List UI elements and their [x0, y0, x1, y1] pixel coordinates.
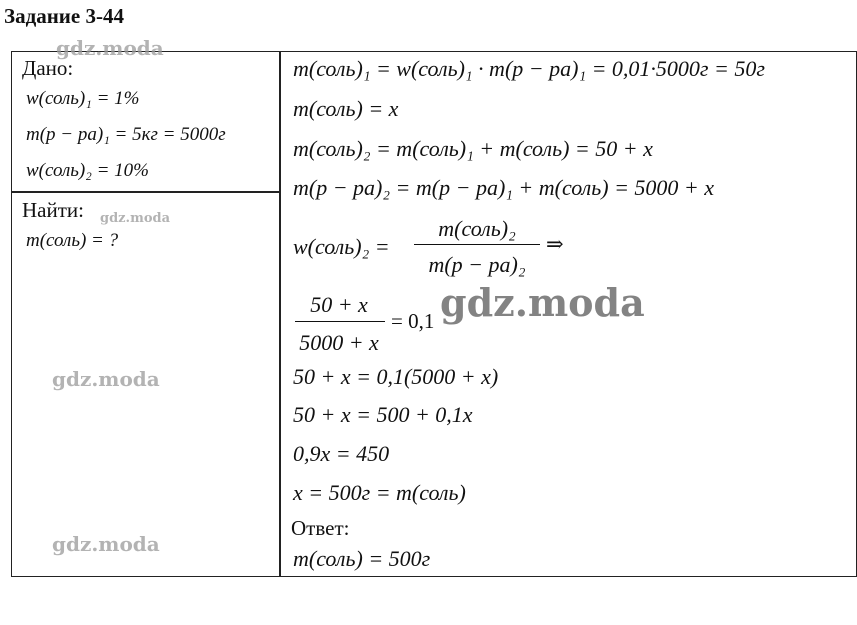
- fraction-bar: [414, 244, 540, 245]
- watermark: gdz.moda: [100, 211, 171, 226]
- find-line: m(соль) = ?: [26, 230, 119, 251]
- column-divider: [279, 51, 281, 577]
- find-heading: Найти:: [22, 198, 84, 222]
- solution-line-7: 50 + x = 0,1(5000 + x): [293, 364, 499, 389]
- solution-line-3: m(соль)₂ = m(соль)₁ + m(соль) = 50 + x: [293, 136, 653, 161]
- mass-fraction-lhs: w(соль)₂ =: [293, 234, 390, 259]
- fraction-numerator: m(соль)₂: [438, 216, 516, 241]
- answer-heading: Ответ:: [291, 516, 350, 540]
- fraction-denominator: m(р − ра)₂: [428, 252, 526, 277]
- fraction-bar: [295, 321, 385, 322]
- given-heading: Дано:: [22, 56, 74, 80]
- watermark: gdz.moda: [52, 532, 160, 556]
- watermark: gdz.moda: [56, 36, 164, 60]
- given-find-divider: [11, 191, 281, 193]
- solution-line-1: m(соль)₁ = w(соль)₁ · m(р − ра)₁ = 0,01·5000г = 50г: [293, 56, 765, 81]
- solution-line-9: 0,9x = 450: [293, 441, 390, 466]
- implies-arrow: ⇒: [546, 232, 564, 256]
- watermark: gdz.moda: [52, 367, 160, 391]
- task-title: Задание 3-44: [4, 4, 124, 28]
- solution-line-2: m(соль) = x: [293, 96, 399, 121]
- answer-line: m(соль) = 500г: [293, 546, 431, 571]
- solution-line-8: 50 + x = 500 + 0,1x: [293, 402, 473, 427]
- given-line: w(соль)₂ = 10%: [26, 160, 149, 181]
- solution-line-4: m(р − ра)₂ = m(р − ра)₁ + m(соль) = 5000 + x: [293, 175, 715, 200]
- solution-line-10: x = 500г = m(соль): [293, 480, 466, 505]
- fraction-numerator: 50 + x: [310, 292, 368, 317]
- fraction-rhs: = 0,1: [391, 309, 435, 333]
- given-line: w(соль)₁ = 1%: [26, 88, 140, 109]
- watermark: gdz.moda: [440, 280, 645, 325]
- fraction-denominator: 5000 + x: [299, 330, 379, 355]
- given-line: m(р − ра)₁ = 5кг = 5000г: [26, 124, 226, 145]
